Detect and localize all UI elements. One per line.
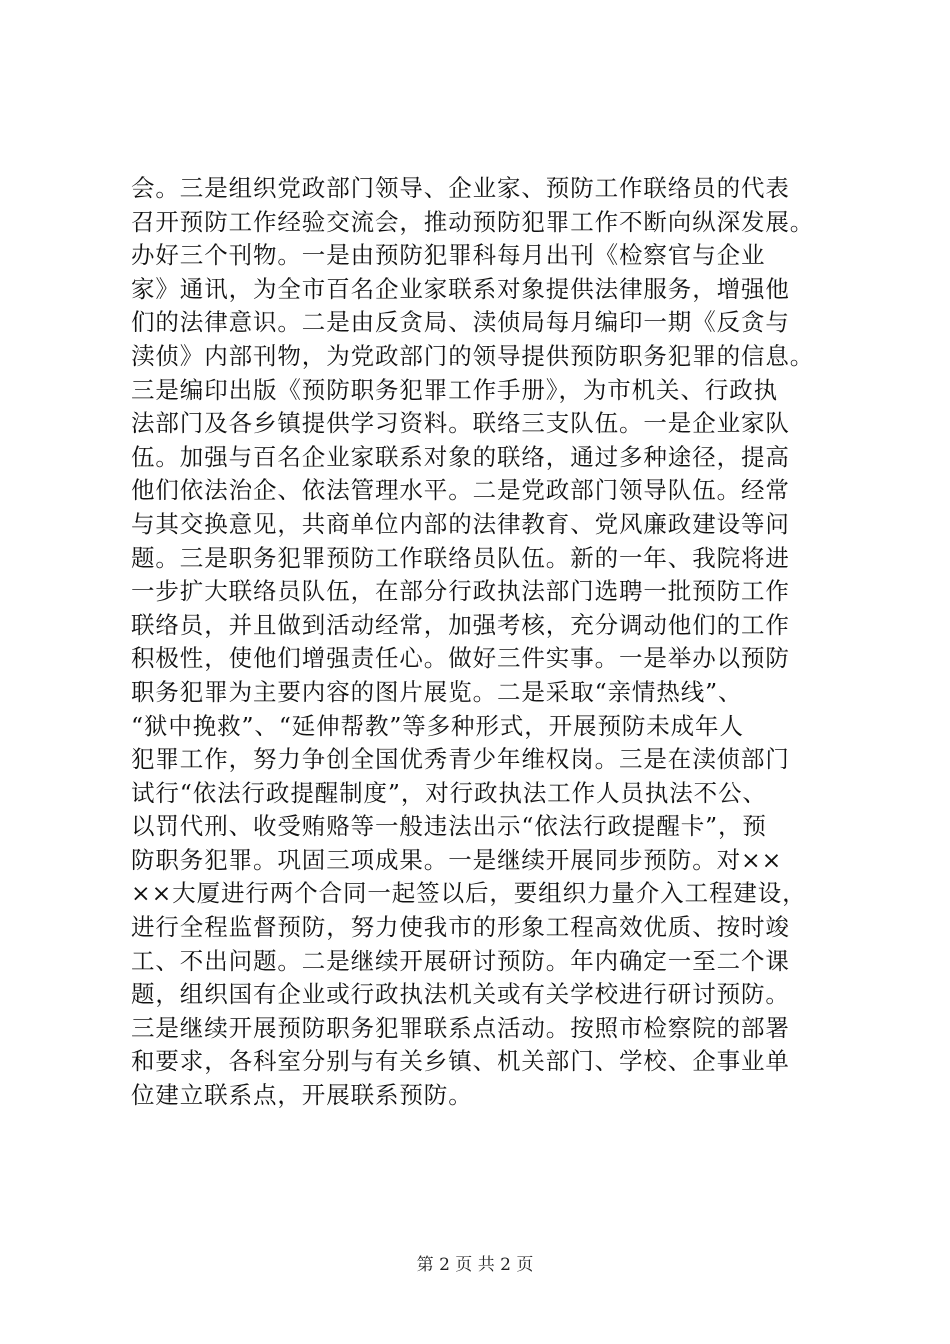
text-line: 会。三是组织党政部门领导、企业家、预防工作联络员的代表 [131,174,790,202]
text-line: 法部门及各乡镇提供学习资料。联络三支队伍。一是企业家队 [131,409,790,438]
text-line: 职务犯罪为主要内容的图片展览。二是采取“亲情热线”、 [131,677,743,706]
text-line: 渎侦》内部刊物，为党政部门的领导提供预防职务犯罪的信息。 [131,341,815,370]
page-number-footer: 第 2 页 共 2 页 [416,1255,534,1275]
text-line: ××大厦进行两个合同一起签以后，要组织力量介入工程建设， [131,879,807,908]
text-line: 以罚代刑、收受贿赂等一般违法出示“依法行政提醒卡”，预 [131,812,767,841]
text-line: 召开预防工作经验交流会，推动预防犯罪工作不断向纵深发展。 [131,207,815,236]
text-line: 位建立联系点，开展联系预防。 [131,1081,473,1110]
text-line: 防职务犯罪。巩固三项成果。一是继续开展同步预防。对×× [131,845,783,874]
body-text [131,172,831,1113]
text-line: 伍。加强与百名企业家联系对象的联络，通过多种途径，提高 [131,442,790,471]
text-line: 工、不出问题。二是继续开展研讨预防。年内确定一至二个课 [131,946,790,975]
text-line: 题。三是职务犯罪预防工作联络员队伍。新的一年、我院将进 [131,543,790,572]
text-line: 联络员，并且做到活动经常，加强考核，充分调动他们的工作 [131,610,790,639]
text-line: 犯罪工作，努力争创全国优秀青少年维权岗。三是在渎侦部门 [131,745,790,774]
text-line: 进行全程监督预防，努力使我市的形象工程高效优质、按时竣 [131,913,790,942]
text-line: 他们依法治企、依法管理水平。二是党政部门领导队伍。经常 [131,476,790,505]
text-line: 三是编印出版《预防职务犯罪工作手册》，为市机关、行政执 [131,375,779,404]
text-line: 家》通讯，为全市百名企业家联系对象提供法律服务，增强他 [131,274,790,303]
text-line: 和要求，各科室分别与有关乡镇、机关部门、学校、企事业单 [131,1047,790,1076]
text-line: 积极性，使他们增强责任心。做好三件实事。一是举办以预防 [131,644,790,673]
text-line: 与其交换意见，共商单位内部的法律教育、党风廉政建设等问 [131,509,790,538]
text-line: 题，组织国有企业或行政执法机关或有关学校进行研讨预防。 [131,980,790,1009]
text-line: 三是继续开展预防职务犯罪联系点活动。按照市检察院的部署 [131,1013,790,1042]
text-line: 们的法律意识。二是由反贪局、渎侦局每月编印一期《反贪与 [131,308,790,337]
text-line: “狱中挽救”、“延伸帮教”等多种形式，开展预防未成年人 [131,711,744,740]
text-line: 办好三个刊物。一是由预防犯罪科每月出刊《检察官与企业 [131,241,766,270]
text-line: 试行“依法行政提醒制度”，对行政执法工作人员执法不公、 [131,778,767,807]
text-line: 一步扩大联络员队伍，在部分行政执法部门选聘一批预防工作 [131,577,790,606]
